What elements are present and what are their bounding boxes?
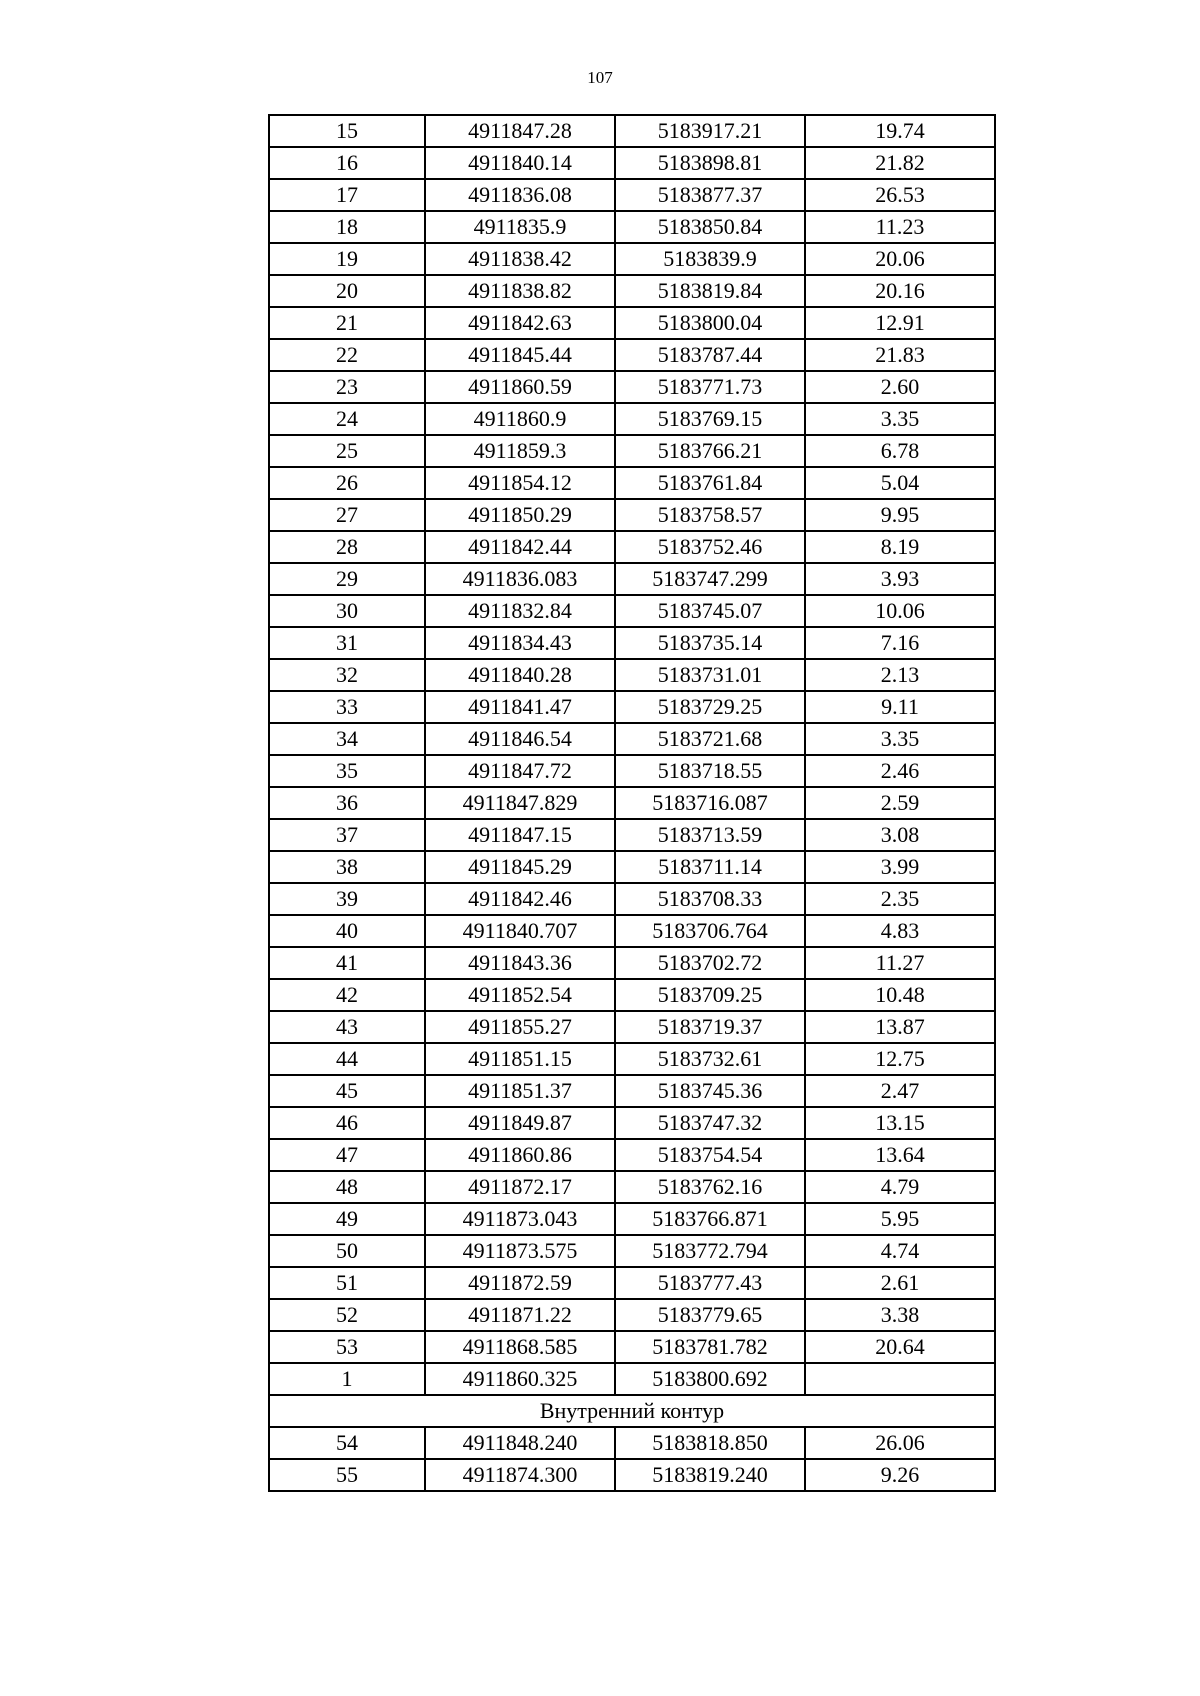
section-heading-row: [269, 1395, 995, 1427]
table-row: [269, 1075, 995, 1107]
point-number-cell: 37: [269, 819, 425, 851]
point-number-cell: 1: [269, 1363, 425, 1395]
x-coordinate-cell: 4911860.325: [425, 1363, 615, 1395]
y-coordinate-cell: 5183819.84: [615, 275, 805, 307]
segment-length-cell: 4.83: [805, 915, 995, 947]
segment-length-cell: 2.60: [805, 371, 995, 403]
point-number-cell: 51: [269, 1267, 425, 1299]
segment-length-cell: 11.23: [805, 211, 995, 243]
table-row: [269, 371, 995, 403]
y-coordinate-cell: 5183731.01: [615, 659, 805, 691]
segment-length-cell: 3.99: [805, 851, 995, 883]
segment-length-cell: 2.13: [805, 659, 995, 691]
x-coordinate-cell: 4911873.043: [425, 1203, 615, 1235]
segment-length-cell: 9.11: [805, 691, 995, 723]
x-coordinate-cell: 4911845.29: [425, 851, 615, 883]
y-coordinate-cell: 5183898.81: [615, 147, 805, 179]
table-row: [269, 1235, 995, 1267]
table-row: [269, 147, 995, 179]
segment-length-cell: [805, 1363, 995, 1395]
table-row: [269, 1011, 995, 1043]
point-number-cell: 36: [269, 787, 425, 819]
table-row: [269, 627, 995, 659]
table-row: [269, 179, 995, 211]
segment-length-cell: 4.79: [805, 1171, 995, 1203]
x-coordinate-cell: 4911872.17: [425, 1171, 615, 1203]
segment-length-cell: 8.19: [805, 531, 995, 563]
x-coordinate-cell: 4911848.240: [425, 1427, 615, 1459]
table-row: [269, 243, 995, 275]
segment-length-cell: 13.64: [805, 1139, 995, 1171]
segment-length-cell: 3.93: [805, 563, 995, 595]
y-coordinate-cell: 5183800.04: [615, 307, 805, 339]
segment-length-cell: 12.91: [805, 307, 995, 339]
y-coordinate-cell: 5183762.16: [615, 1171, 805, 1203]
segment-length-cell: 10.06: [805, 595, 995, 627]
y-coordinate-cell: 5183745.07: [615, 595, 805, 627]
table-row: [269, 307, 995, 339]
x-coordinate-cell: 4911840.14: [425, 147, 615, 179]
x-coordinate-cell: 4911860.86: [425, 1139, 615, 1171]
point-number-cell: 47: [269, 1139, 425, 1171]
table-row: [269, 1299, 995, 1331]
x-coordinate-cell: 4911843.36: [425, 947, 615, 979]
y-coordinate-cell: 5183850.84: [615, 211, 805, 243]
x-coordinate-cell: 4911840.707: [425, 915, 615, 947]
table-row: [269, 403, 995, 435]
table-row: [269, 499, 995, 531]
point-number-cell: 45: [269, 1075, 425, 1107]
x-coordinate-cell: 4911873.575: [425, 1235, 615, 1267]
segment-length-cell: 5.04: [805, 467, 995, 499]
x-coordinate-cell: 4911838.42: [425, 243, 615, 275]
table-row: [269, 979, 995, 1011]
segment-length-cell: 21.83: [805, 339, 995, 371]
y-coordinate-cell: 5183779.65: [615, 1299, 805, 1331]
segment-length-cell: 2.47: [805, 1075, 995, 1107]
point-number-cell: 38: [269, 851, 425, 883]
y-coordinate-cell: 5183708.33: [615, 883, 805, 915]
segment-length-cell: 6.78: [805, 435, 995, 467]
x-coordinate-cell: 4911847.829: [425, 787, 615, 819]
y-coordinate-cell: 5183719.37: [615, 1011, 805, 1043]
x-coordinate-cell: 4911834.43: [425, 627, 615, 659]
y-coordinate-cell: 5183713.59: [615, 819, 805, 851]
table-row: [269, 1139, 995, 1171]
point-number-cell: 24: [269, 403, 425, 435]
point-number-cell: 21: [269, 307, 425, 339]
x-coordinate-cell: 4911874.300: [425, 1459, 615, 1491]
table-row: [269, 787, 995, 819]
segment-length-cell: 13.87: [805, 1011, 995, 1043]
y-coordinate-cell: 5183754.54: [615, 1139, 805, 1171]
segment-length-cell: 20.16: [805, 275, 995, 307]
table-row: [269, 211, 995, 243]
segment-length-cell: 26.53: [805, 179, 995, 211]
point-number-cell: 43: [269, 1011, 425, 1043]
coordinates-table: [268, 114, 996, 1492]
x-coordinate-cell: 4911851.15: [425, 1043, 615, 1075]
point-number-cell: 50: [269, 1235, 425, 1267]
point-number-cell: 44: [269, 1043, 425, 1075]
table-row: [269, 691, 995, 723]
x-coordinate-cell: 4911854.12: [425, 467, 615, 499]
x-coordinate-cell: 4911847.28: [425, 115, 615, 147]
y-coordinate-cell: 5183819.240: [615, 1459, 805, 1491]
x-coordinate-cell: 4911859.3: [425, 435, 615, 467]
y-coordinate-cell: 5183787.44: [615, 339, 805, 371]
y-coordinate-cell: 5183781.782: [615, 1331, 805, 1363]
table-row: [269, 1171, 995, 1203]
segment-length-cell: 2.61: [805, 1267, 995, 1299]
y-coordinate-cell: 5183711.14: [615, 851, 805, 883]
x-coordinate-cell: 4911849.87: [425, 1107, 615, 1139]
table-row: [269, 1459, 995, 1491]
table-row: [269, 435, 995, 467]
x-coordinate-cell: 4911855.27: [425, 1011, 615, 1043]
table-row: [269, 339, 995, 371]
x-coordinate-cell: 4911838.82: [425, 275, 615, 307]
x-coordinate-cell: 4911846.54: [425, 723, 615, 755]
point-number-cell: 32: [269, 659, 425, 691]
point-number-cell: 33: [269, 691, 425, 723]
y-coordinate-cell: 5183758.57: [615, 499, 805, 531]
point-number-cell: 35: [269, 755, 425, 787]
segment-length-cell: 13.15: [805, 1107, 995, 1139]
table-row: [269, 1427, 995, 1459]
table-row: [269, 1331, 995, 1363]
segment-length-cell: 19.74: [805, 115, 995, 147]
table-row: [269, 915, 995, 947]
table-row: [269, 115, 995, 147]
y-coordinate-cell: 5183747.299: [615, 563, 805, 595]
table-row: [269, 275, 995, 307]
point-number-cell: 30: [269, 595, 425, 627]
segment-length-cell: 4.74: [805, 1235, 995, 1267]
point-number-cell: 42: [269, 979, 425, 1011]
y-coordinate-cell: 5183718.55: [615, 755, 805, 787]
y-coordinate-cell: 5183800.692: [615, 1363, 805, 1395]
segment-length-cell: 11.27: [805, 947, 995, 979]
point-number-cell: 49: [269, 1203, 425, 1235]
segment-length-cell: 21.82: [805, 147, 995, 179]
segment-length-cell: 9.26: [805, 1459, 995, 1491]
segment-length-cell: 10.48: [805, 979, 995, 1011]
table-row: [269, 659, 995, 691]
x-coordinate-cell: 4911840.28: [425, 659, 615, 691]
segment-length-cell: 20.06: [805, 243, 995, 275]
segment-length-cell: 3.35: [805, 403, 995, 435]
segment-length-cell: 26.06: [805, 1427, 995, 1459]
point-number-cell: 20: [269, 275, 425, 307]
table-row: [269, 1043, 995, 1075]
x-coordinate-cell: 4911850.29: [425, 499, 615, 531]
point-number-cell: 55: [269, 1459, 425, 1491]
point-number-cell: 53: [269, 1331, 425, 1363]
y-coordinate-cell: 5183702.72: [615, 947, 805, 979]
point-number-cell: 48: [269, 1171, 425, 1203]
segment-length-cell: 9.95: [805, 499, 995, 531]
table-row: [269, 851, 995, 883]
y-coordinate-cell: 5183745.36: [615, 1075, 805, 1107]
y-coordinate-cell: 5183752.46: [615, 531, 805, 563]
point-number-cell: 41: [269, 947, 425, 979]
point-number-cell: 23: [269, 371, 425, 403]
point-number-cell: 15: [269, 115, 425, 147]
segment-length-cell: 5.95: [805, 1203, 995, 1235]
point-number-cell: 26: [269, 467, 425, 499]
table-row: [269, 1203, 995, 1235]
y-coordinate-cell: 5183732.61: [615, 1043, 805, 1075]
table-row: [269, 467, 995, 499]
table-row: [269, 723, 995, 755]
x-coordinate-cell: 4911842.44: [425, 531, 615, 563]
y-coordinate-cell: 5183761.84: [615, 467, 805, 499]
table-row: [269, 595, 995, 627]
table-row: [269, 1267, 995, 1299]
x-coordinate-cell: 4911835.9: [425, 211, 615, 243]
x-coordinate-cell: 4911860.9: [425, 403, 615, 435]
x-coordinate-cell: 4911841.47: [425, 691, 615, 723]
y-coordinate-cell: 5183877.37: [615, 179, 805, 211]
segment-length-cell: 2.46: [805, 755, 995, 787]
y-coordinate-cell: 5183709.25: [615, 979, 805, 1011]
segment-length-cell: 20.64: [805, 1331, 995, 1363]
y-coordinate-cell: 5183839.9: [615, 243, 805, 275]
x-coordinate-cell: 4911836.083: [425, 563, 615, 595]
y-coordinate-cell: 5183772.794: [615, 1235, 805, 1267]
y-coordinate-cell: 5183777.43: [615, 1267, 805, 1299]
y-coordinate-cell: 5183735.14: [615, 627, 805, 659]
segment-length-cell: 2.35: [805, 883, 995, 915]
point-number-cell: 31: [269, 627, 425, 659]
y-coordinate-cell: 5183706.764: [615, 915, 805, 947]
point-number-cell: 39: [269, 883, 425, 915]
table-row: [269, 531, 995, 563]
x-coordinate-cell: 4911868.585: [425, 1331, 615, 1363]
point-number-cell: 27: [269, 499, 425, 531]
point-number-cell: 52: [269, 1299, 425, 1331]
segment-length-cell: 2.59: [805, 787, 995, 819]
point-number-cell: 40: [269, 915, 425, 947]
point-number-cell: 28: [269, 531, 425, 563]
x-coordinate-cell: 4911851.37: [425, 1075, 615, 1107]
x-coordinate-cell: 4911845.44: [425, 339, 615, 371]
table-row: [269, 755, 995, 787]
y-coordinate-cell: 5183721.68: [615, 723, 805, 755]
point-number-cell: 19: [269, 243, 425, 275]
x-coordinate-cell: 4911847.15: [425, 819, 615, 851]
inner-contour-heading: Внутренний контур: [269, 1395, 995, 1427]
segment-length-cell: 3.35: [805, 723, 995, 755]
table-row: [269, 1363, 995, 1395]
segment-length-cell: 3.08: [805, 819, 995, 851]
page-number: 107: [587, 68, 613, 87]
table-row: [269, 1107, 995, 1139]
point-number-cell: 29: [269, 563, 425, 595]
point-number-cell: 16: [269, 147, 425, 179]
y-coordinate-cell: 5183729.25: [615, 691, 805, 723]
x-coordinate-cell: 4911872.59: [425, 1267, 615, 1299]
segment-length-cell: 12.75: [805, 1043, 995, 1075]
y-coordinate-cell: 5183769.15: [615, 403, 805, 435]
point-number-cell: 25: [269, 435, 425, 467]
y-coordinate-cell: 5183747.32: [615, 1107, 805, 1139]
table-row: [269, 819, 995, 851]
y-coordinate-cell: 5183716.087: [615, 787, 805, 819]
point-number-cell: 22: [269, 339, 425, 371]
point-number-cell: 34: [269, 723, 425, 755]
x-coordinate-cell: 4911860.59: [425, 371, 615, 403]
coordinates-table-body: [269, 115, 995, 1491]
y-coordinate-cell: 5183771.73: [615, 371, 805, 403]
y-coordinate-cell: 5183917.21: [615, 115, 805, 147]
y-coordinate-cell: 5183818.850: [615, 1427, 805, 1459]
x-coordinate-cell: 4911836.08: [425, 179, 615, 211]
table-row: [269, 947, 995, 979]
x-coordinate-cell: 4911842.46: [425, 883, 615, 915]
y-coordinate-cell: 5183766.871: [615, 1203, 805, 1235]
point-number-cell: 46: [269, 1107, 425, 1139]
point-number-cell: 54: [269, 1427, 425, 1459]
x-coordinate-cell: 4911871.22: [425, 1299, 615, 1331]
segment-length-cell: 3.38: [805, 1299, 995, 1331]
x-coordinate-cell: 4911832.84: [425, 595, 615, 627]
x-coordinate-cell: 4911852.54: [425, 979, 615, 1011]
table-row: [269, 563, 995, 595]
point-number-cell: 17: [269, 179, 425, 211]
x-coordinate-cell: 4911847.72: [425, 755, 615, 787]
point-number-cell: 18: [269, 211, 425, 243]
segment-length-cell: 7.16: [805, 627, 995, 659]
table-row: [269, 883, 995, 915]
y-coordinate-cell: 5183766.21: [615, 435, 805, 467]
x-coordinate-cell: 4911842.63: [425, 307, 615, 339]
